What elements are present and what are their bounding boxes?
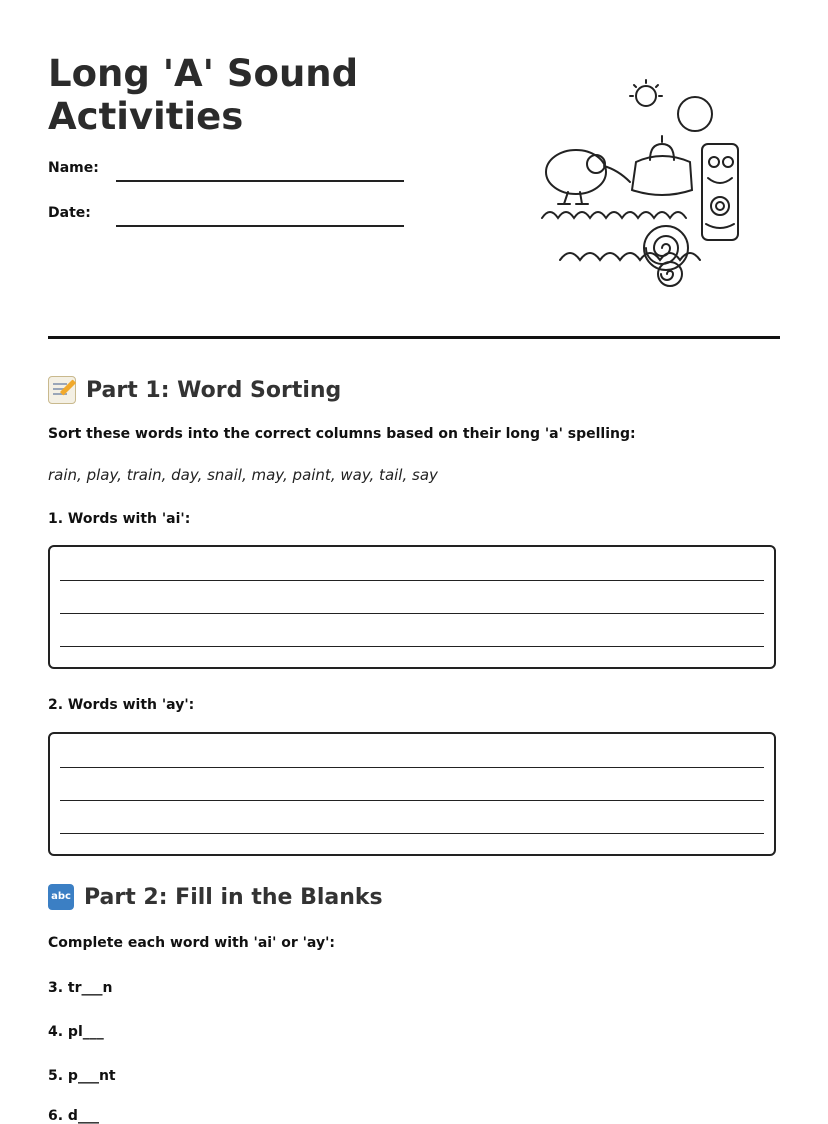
fill-blank-item: 3. tr___n [48,980,113,996]
answer-box-ay[interactable] [48,732,776,856]
answer-line [60,580,764,581]
worksheet-header [48,0,780,340]
maori-illustration-icon [538,78,748,290]
answer-line [60,767,764,768]
part2-title: Part 2: Fill in the Blanks [84,884,383,910]
page-title: Long 'A' Sound Activities [48,52,359,138]
memo-pencil-icon [48,376,76,404]
answer-box-ai[interactable] [48,545,776,669]
fill-blank-item: 5. p___nt [48,1068,116,1084]
part2-instruction: Complete each word with 'ai' or 'ay': [48,935,335,951]
answer-line [60,646,764,647]
part1-heading [48,376,341,404]
part1-title: Part 1: Word Sorting [86,377,342,403]
name-field[interactable] [116,180,404,182]
abc-icon: abc [48,884,74,910]
answer-line [60,613,764,614]
date-label: Date: [48,205,91,221]
header-divider [48,336,780,339]
part2-heading [48,884,383,910]
answer-line [60,800,764,801]
question-1-label: 1. Words with 'ai': [48,511,191,527]
question-2-label: 2. Words with 'ay': [48,697,195,713]
name-label: Name: [48,160,99,176]
fill-blank-item: 4. pl___ [48,1024,104,1040]
date-field[interactable] [116,225,404,227]
worksheet-page [48,0,780,1124]
answer-line [60,833,764,834]
part1-instruction: Sort these words into the correct columns based on their long 'a' spelling: [48,426,636,442]
word-list: rain, play, train, day, snail, may, paint, way, tail, say [48,466,438,484]
fill-blank-item: 6. d___ [48,1108,99,1124]
